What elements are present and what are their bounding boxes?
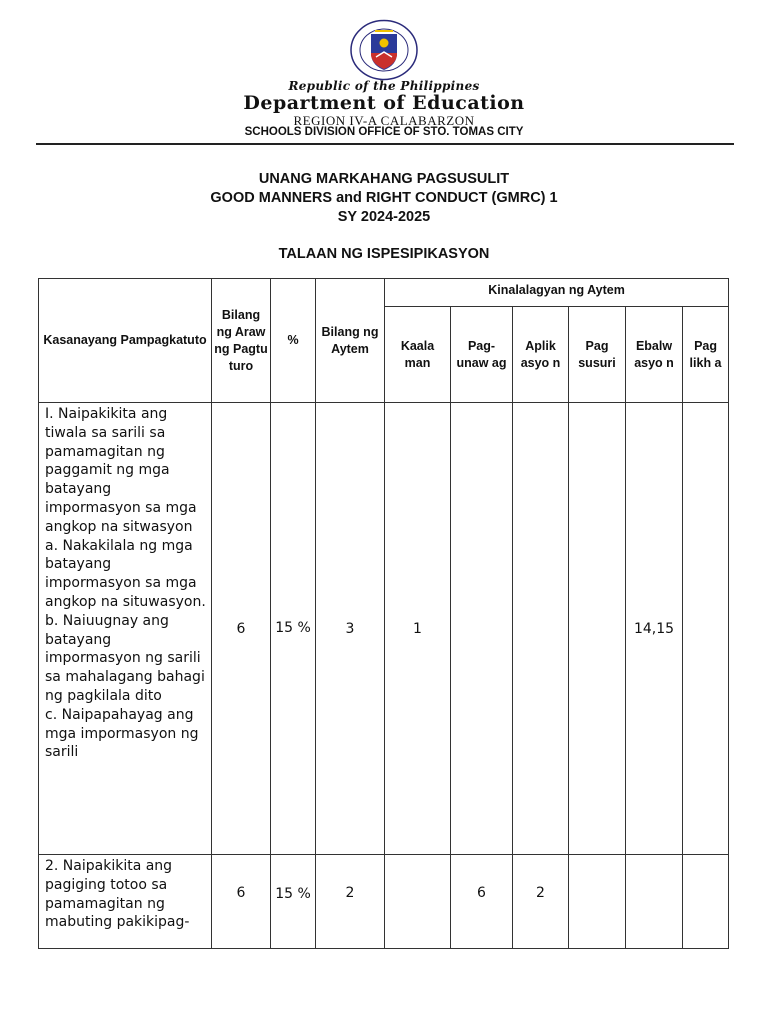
header-araw: Bilang ng Araw ng Pagtu turo <box>212 279 271 403</box>
row-2-paglikha <box>683 855 729 949</box>
department-line: Department of Education <box>243 92 525 114</box>
row-2-ebalwasyon <box>626 855 683 949</box>
school-year: SY 2024-2025 <box>337 209 431 225</box>
table-title: TALAAN NG ISPESIPIKASYON <box>278 246 490 262</box>
row-1-paglikha <box>683 403 729 855</box>
header-aytem: Bilang ng Aytem <box>316 279 385 403</box>
table-row <box>39 403 729 855</box>
header-kinalalagyan: Kinalalagyan ng Aytem <box>385 279 729 307</box>
row-1-kasanayan-text: I. Naipakikita ang tiwala sa sarili sa pamamagitan ng paggamit ng mga batayang impormasyon sa mga angkop na sitwasyon a. Nakakilala ng mga batayang impormasyon sa mga angkop na situwasyon. b. Naiuugnay ang batayang impormasyon ng sarili sa mahalagang bahagi ng pagkilala dito c. Naipapahayag ang mga impormasyon ng sarili <box>45 406 206 761</box>
row-2-araw: 6 <box>212 855 271 949</box>
row-2-percent: 15 % <box>271 855 316 949</box>
row-1-pagsusuri <box>569 403 626 855</box>
header-row <box>39 279 729 307</box>
row-2-aplikasyon: 2 <box>513 855 569 949</box>
header-kasanayan: Kasanayang Pampagkatuto <box>39 279 212 403</box>
republic-line: Republic of the Philippines <box>288 79 480 93</box>
table-row <box>39 855 729 949</box>
row-2-kaalaman <box>385 855 451 949</box>
region-line: REGION IV-A CALABARZON <box>293 113 475 128</box>
row-2-kasanayan-text: 2. Naipakikita ang pagiging totoo sa pamamagitan ng mabuting pakikipag- <box>45 858 190 931</box>
row-1-ebalwasyon: 14,15 <box>626 403 683 855</box>
row-1-aplikasyon <box>513 403 569 855</box>
division-line: SCHOOLS DIVISION OFFICE OF STO. TOMAS CITY <box>244 126 524 138</box>
header-pagsusuri: Pag susuri <box>569 307 626 403</box>
subject-title: GOOD MANNERS and RIGHT CONDUCT (GMRC) 1 <box>210 190 558 206</box>
header-divider <box>36 143 734 145</box>
row-2-pagsusuri <box>569 855 626 949</box>
row-2-aytem: 2 <box>316 855 385 949</box>
exam-title: UNANG MARKAHANG PAGSUSULIT <box>258 171 510 187</box>
row-1-kasanayan <box>39 403 212 855</box>
row-1-pagunawa <box>451 403 513 855</box>
header-aplikasyon: Aplik asyo n <box>513 307 569 403</box>
row-2-kasanayan <box>39 855 212 949</box>
row-1-araw: 6 <box>212 403 271 855</box>
header-percent: % <box>271 279 316 403</box>
header-kaalaman: Kaala man <box>385 307 451 403</box>
deped-seal-logo <box>349 19 419 81</box>
row-2-pagunawa: 6 <box>451 855 513 949</box>
row-1-kaalaman: 1 <box>385 403 451 855</box>
header-paglikha: Pag likh a <box>683 307 729 403</box>
specification-table <box>38 278 729 949</box>
row-1-aytem: 3 <box>316 403 385 855</box>
row-1-percent: 15 % <box>271 403 316 855</box>
header-pagunawa: Pag- unaw ag <box>451 307 513 403</box>
header-ebalwasyon: Ebalw asyo n <box>626 307 683 403</box>
